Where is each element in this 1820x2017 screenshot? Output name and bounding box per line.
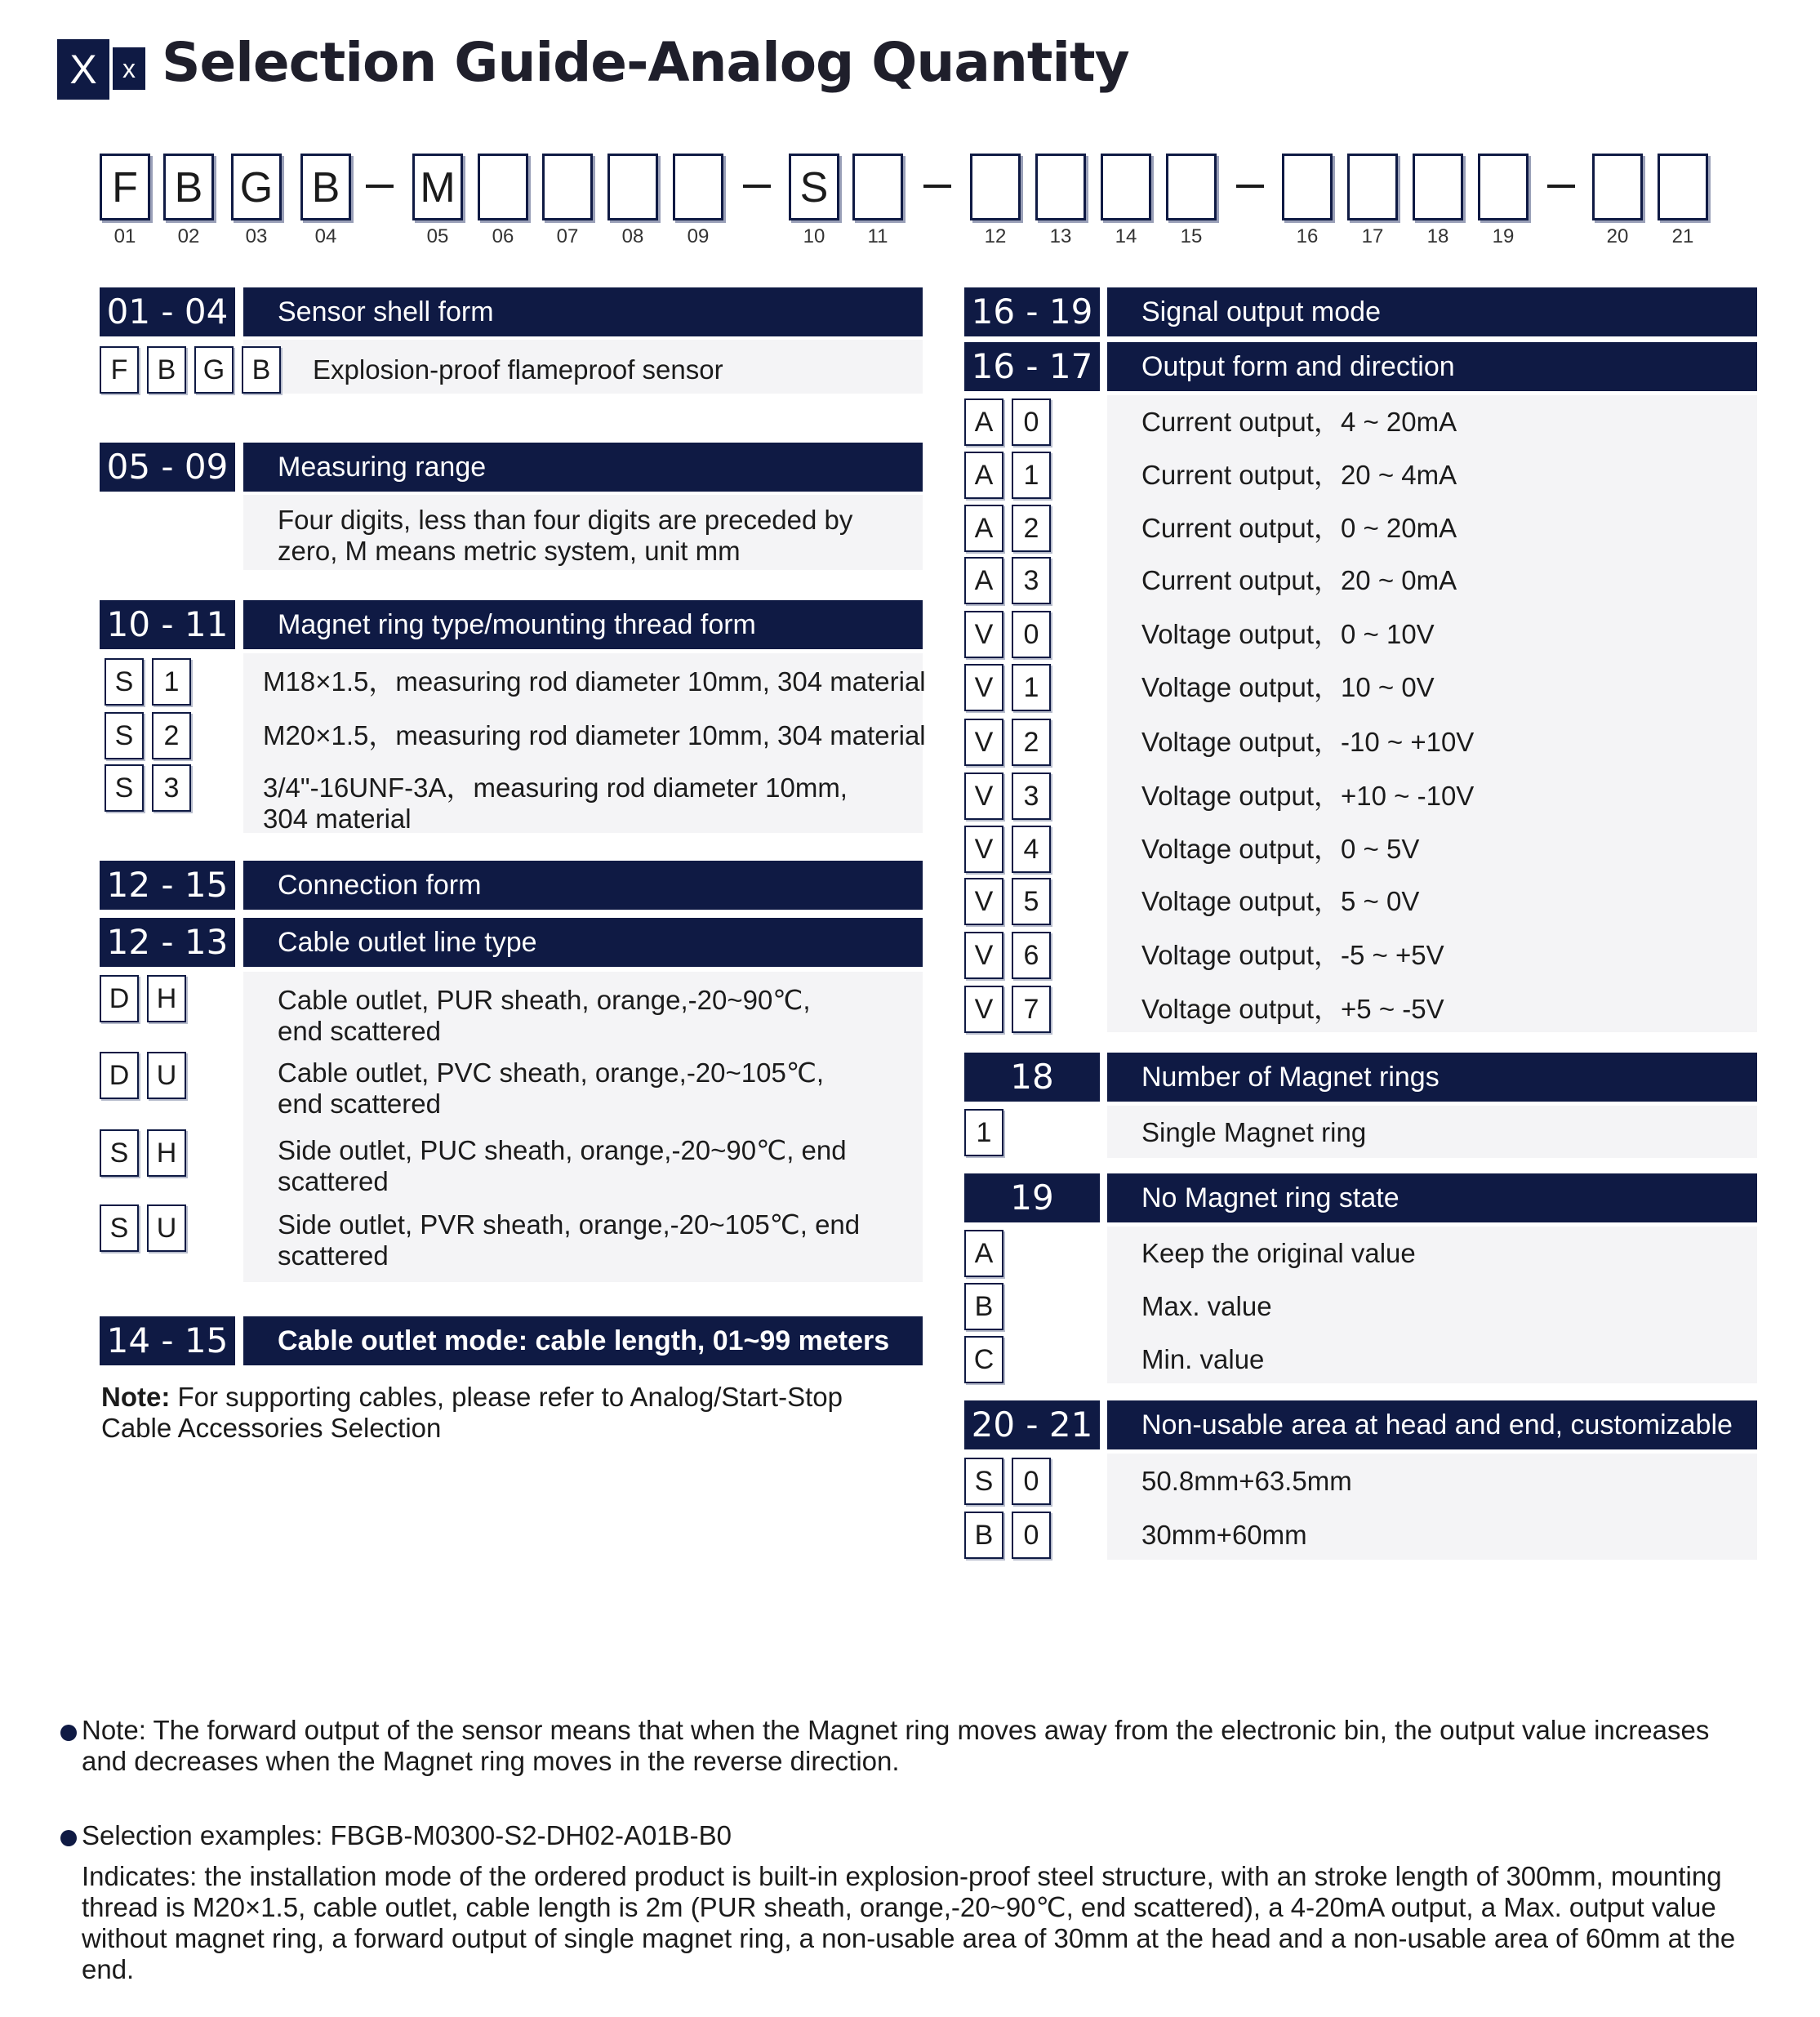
section-number-shell: 01 - 04 [100,287,235,336]
code-index: 12 [984,225,1007,247]
code-index: 01 [113,225,136,247]
code-cell: 3 [1012,557,1051,604]
code-dash [923,185,951,188]
code-cell: 2 [152,712,191,759]
code-cell: H [147,975,186,1022]
magnet-desc: 3/4"-16UNF-3A，measuring rod diameter 10mm, [263,773,848,803]
code-dash [1547,185,1575,188]
code-cell: C [964,1336,1003,1383]
code-index: 13 [1049,225,1072,247]
rings-desc: Single Magnet ring [1141,1117,1367,1147]
magnet-desc: 304 material [263,804,412,834]
range-description-line2: zero, M means metric system, unit mm [278,536,741,566]
note-label: Note: [101,1382,171,1412]
section-number-rings: 18 [964,1053,1100,1102]
code-cell: S [964,1458,1003,1505]
cable-type-desc: Side outlet, PVR sheath, orange,-20~105℃, end [278,1209,861,1240]
code-index: 16 [1296,225,1319,247]
code-box-20 [1592,154,1643,220]
cable-type-desc: scattered [278,1166,389,1196]
output-desc: Voltage output，+10 ~ -10V [1141,781,1475,811]
output-desc: Voltage output，5 ~ 0V [1141,886,1420,916]
section-number-connection: 12 - 15 [100,861,235,910]
section-title-connection: Connection form [243,861,923,910]
code-box-04: B [300,154,351,220]
section-number-state: 19 [964,1173,1100,1222]
code-cell: 2 [1012,719,1051,766]
output-desc: Voltage output，-10 ~ +10V [1141,727,1475,757]
code-cell: A [964,452,1003,499]
code-box-11 [852,154,903,220]
page-title: Selection Guide-Analog Quantity [162,31,1129,94]
section-title-signal: Signal output mode [1107,287,1757,336]
code-cell: V [964,986,1003,1033]
code-cell: S [105,712,144,759]
code-box-21 [1658,154,1708,220]
forward-note-line2: and decreases when the Magnet ring moves in the reverse direction. [82,1746,900,1776]
code-cell: S [105,764,144,812]
code-box-17 [1347,154,1398,220]
code-cell: A [964,1230,1003,1277]
code-index: 21 [1671,225,1694,247]
code-cell: B [964,1283,1003,1330]
output-desc: Current output，20 ~ 0mA [1141,565,1457,595]
code-index: 08 [621,225,644,247]
section-title-nonusable: Non-usable area at head and end, customizable [1107,1400,1757,1449]
code-cell: S [100,1129,139,1177]
output-desc: Voltage output，0 ~ 5V [1141,834,1420,864]
section-title-rings: Number of Magnet rings [1107,1053,1757,1102]
output-desc: Current output，20 ~ 4mA [1141,460,1457,490]
code-dash [366,185,394,188]
code-cell: S [100,1204,139,1252]
code-cell: S [105,658,144,706]
code-cell: 4 [1012,826,1051,873]
code-cell: D [100,1052,139,1099]
code-box-07 [542,154,593,220]
forward-note-line1: Note: The forward output of the sensor means that when the Magnet ring moves away from the electronic bin, the output value increases [82,1715,1710,1745]
indicates-line1: Indicates: the installation mode of the ordered product is built-in explosion-proof steel structure, with an stroke length of 300mm, mounting [82,1861,1722,1891]
section-number-nonusable: 20 - 21 [964,1400,1100,1449]
code-box-03: G [231,154,282,220]
section-number-range: 05 - 09 [100,443,235,492]
output-desc: Current output，4 ~ 20mA [1141,407,1457,437]
state-desc: Max. value [1141,1291,1272,1321]
state-desc: Min. value [1141,1344,1265,1374]
output-desc: Voltage output，-5 ~ +5V [1141,940,1444,970]
bullet-icon [60,1725,77,1741]
code-cell: D [100,975,139,1022]
code-cell: V [964,719,1003,766]
code-index: 20 [1606,225,1629,247]
magnet-desc: M20×1.5，measuring rod diameter 10mm, 304 material [263,720,926,750]
code-index: 10 [803,225,825,247]
section-title-range: Measuring range [243,443,923,492]
code-cell: B [242,346,281,394]
code-dash [1236,185,1264,188]
note-text: For supporting cables, please refer to Analog/Start-Stop [170,1382,843,1412]
code-cell: 2 [1012,505,1051,552]
code-index: 15 [1180,225,1203,247]
output-desc: Voltage output，10 ~ 0V [1141,672,1435,702]
selection-example: Selection examples: FBGB-M0300-S2-DH02-A01B-B0 [82,1820,732,1850]
section-number-cable-mode: 14 - 15 [100,1316,235,1365]
code-cell: 5 [1012,878,1051,925]
code-box-16 [1282,154,1333,220]
indicates-line4: end. [82,1954,135,1984]
code-cell: H [147,1129,186,1177]
section-title-cable-type: Cable outlet line type [243,918,923,967]
output-desc: Voltage output，0 ~ 10V [1141,619,1435,649]
section-number-signal: 16 - 19 [964,287,1100,336]
code-cell: U [147,1052,186,1099]
code-index: 11 [867,225,888,247]
code-cell: 0 [1012,611,1051,658]
cable-note-line2: Cable Accessories Selection [101,1413,442,1443]
code-index: 05 [426,225,449,247]
code-cell: 1 [1012,452,1051,499]
shell-description: Explosion-proof flameproof sensor [313,354,723,385]
cable-type-desc: Cable outlet, PVC sheath, orange,-20~105℃, [278,1057,825,1088]
code-cell: 1 [152,658,191,706]
code-cell: U [147,1204,186,1252]
code-index: 07 [556,225,579,247]
code-box-19 [1478,154,1529,220]
nonusable-desc: 30mm+60mm [1141,1520,1307,1550]
code-cell: 1 [964,1109,1003,1156]
code-index: 04 [314,225,337,247]
code-box-09 [673,154,723,220]
code-cell: V [964,826,1003,873]
code-box-13 [1035,154,1086,220]
code-cell: 0 [1012,399,1051,446]
code-index: 17 [1361,225,1384,247]
code-index: 03 [245,225,268,247]
code-cell: A [964,505,1003,552]
state-desc: Keep the original value [1141,1238,1416,1268]
bullet-icon [60,1830,77,1846]
code-box-10: S [789,154,839,220]
code-box-06 [478,154,528,220]
code-cell: V [964,611,1003,658]
output-desc: Voltage output，+5 ~ -5V [1141,994,1444,1024]
code-box-01: F [100,154,150,220]
code-box-12 [970,154,1021,220]
code-box-18 [1413,154,1463,220]
code-cell: 7 [1012,986,1051,1033]
logo-badge-small: x [113,47,145,90]
code-cell: 3 [152,764,191,812]
code-cell: V [964,773,1003,820]
code-cell: 6 [1012,932,1051,979]
code-box-05: M [412,154,463,220]
section-number-magnet: 10 - 11 [100,600,235,649]
code-box-15 [1166,154,1217,220]
output-desc: Current output，0 ~ 20mA [1141,513,1457,543]
range-description-line1: Four digits, less than four digits are preceded by [278,505,853,535]
code-cell: 0 [1012,1458,1051,1505]
code-cell: V [964,664,1003,711]
code-cell: V [964,878,1003,925]
cable-type-desc: end scattered [278,1016,441,1046]
section-title-shell: Sensor shell form [243,287,923,336]
cable-type-desc: end scattered [278,1089,441,1119]
indicates-line3: without magnet ring, a forward output of single magnet ring, a non-usable area of 30mm at the head and a non-usable area of 60mm at the [82,1923,1736,1953]
row-background [1107,395,1757,1032]
section-title-output: Output form and direction [1107,342,1757,391]
code-cell: 0 [1012,1512,1051,1559]
section-title-state: No Magnet ring state [1107,1173,1757,1222]
code-index: 18 [1426,225,1449,247]
code-box-02: B [163,154,214,220]
code-cell: A [964,557,1003,604]
code-index: 09 [687,225,710,247]
cable-type-desc: Cable outlet, PUR sheath, orange,-20~90℃, [278,985,811,1015]
section-title-magnet: Magnet ring type/mounting thread form [243,600,923,649]
code-dash [743,185,771,188]
section-number-output: 16 - 17 [964,342,1100,391]
cable-type-desc: Side outlet, PUC sheath, orange,-20~90℃, end [278,1135,847,1165]
indicates-line2: thread is M20×1.5, cable outlet, cable length is 2m (PUR sheath, orange,-20~90℃, end scattered), a 4-20mA output, a Max. output value [82,1892,1716,1922]
section-number-cable-type: 12 - 13 [100,918,235,967]
logo-badge-large: X [57,39,109,100]
code-index: 19 [1492,225,1515,247]
code-cell: B [964,1512,1003,1559]
code-cell: G [194,346,234,394]
section-title-cable-mode: Cable outlet mode: cable length, 01~99 meters [243,1316,923,1365]
cable-note-line1 [101,1382,843,1413]
code-box-14 [1101,154,1151,220]
code-box-08 [607,154,658,220]
code-cell: 3 [1012,773,1051,820]
code-cell: B [147,346,186,394]
code-cell: V [964,932,1003,979]
code-index: 02 [177,225,200,247]
code-index: 06 [492,225,514,247]
magnet-desc: M18×1.5，measuring rod diameter 10mm, 304 material [263,666,926,697]
nonusable-desc: 50.8mm+63.5mm [1141,1466,1352,1496]
cable-type-desc: scattered [278,1240,389,1271]
code-index: 14 [1115,225,1137,247]
code-cell: F [100,346,139,394]
code-cell: A [964,399,1003,446]
code-cell: 1 [1012,664,1051,711]
